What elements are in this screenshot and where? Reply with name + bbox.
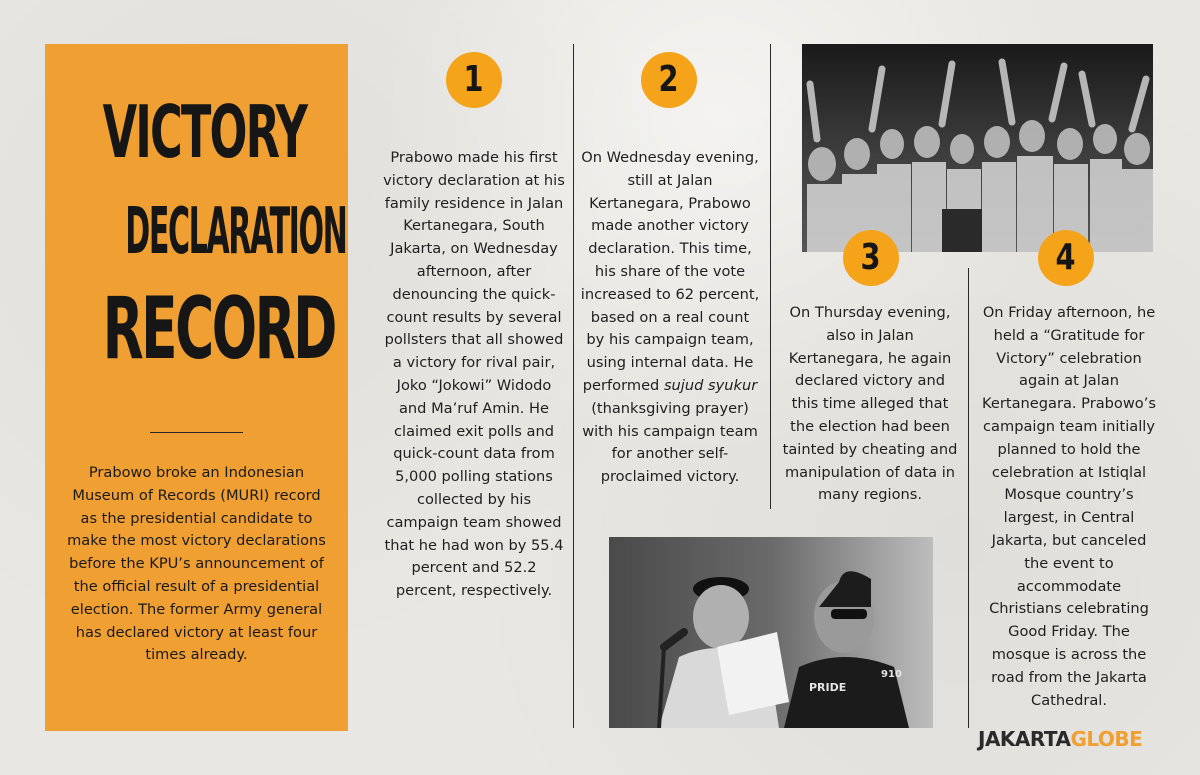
- section-2-text: [580, 147, 760, 489]
- section-4-number: 4: [1055, 237, 1077, 278]
- section-1-number: 1: [463, 59, 485, 100]
- divider-3: [968, 268, 969, 728]
- title-panel: [45, 44, 348, 731]
- title-line-1: VICTORY: [102, 90, 307, 174]
- divider-2: [770, 44, 771, 509]
- section-3-text: On Thursday evening, also in Jalan Kertanegara, he again declared victory and this time alleged that the election had been tainted by cheating and manipulation of data in many regions.: [782, 304, 958, 504]
- shirt-number: 910: [881, 669, 902, 680]
- section-2-badge: [641, 52, 697, 108]
- section-3-number: 3: [860, 237, 882, 278]
- title-line-3: RECORD: [102, 279, 335, 379]
- section-4-badge: [1038, 230, 1094, 286]
- section-2-text-a: On Wednesday evening, still at Jalan Kertanegara, Prabowo made another victory declaration. This time, his share of the vote increased to 62 percent, based on a real count by his campaign team, using internal data. He performed: [580, 149, 760, 394]
- section-2-number: 2: [658, 59, 680, 100]
- logo-part-2: GLOBE: [1070, 727, 1143, 751]
- crowd-photo: [802, 44, 1153, 252]
- panel-divider: [150, 432, 243, 433]
- section-1-badge: [446, 52, 502, 108]
- press-photo: [609, 537, 933, 728]
- section-3-badge: [843, 230, 899, 286]
- jakarta-globe-logo: [978, 727, 1142, 751]
- shirt-text: PRIDE: [809, 681, 847, 694]
- panel-body-text: Prabowo broke an Indonesian Museum of Records (MURI) record as the presidential candidate to make the most victory declarations before the KPU’s announcement of the official result of a presidential election. The former Army general has declared victory at least four times already.: [67, 464, 326, 664]
- section-4-text: On Friday afternoon, he held a “Gratitude for Victory” celebration again at Jalan Kertanegara. Prabowo’s campaign team initially planned to hold the celebration at Istiqlal Mosque country’s largest, in Central Jakarta, but canceled the event to accommodate Christians celebrating Good Friday. The mosque is across the road from the Jakarta Cathedral.: [982, 304, 1156, 709]
- section-2-text-italic: sujud syukur: [663, 376, 758, 394]
- press-photo-image: [609, 537, 933, 728]
- title-line-2: DECLARATION: [125, 195, 347, 269]
- crowd-photo-image: [802, 44, 1153, 252]
- section-2-text-b: (thanksgiving prayer) with his campaign team for another self-proclaimed victory.: [582, 399, 758, 486]
- section-1-text: Prabowo made his first victory declaration at his family residence in Jalan Kertanegara, South Jakarta, on Wednesday afternoon, after denouncing the quick-count results by several pollsters that all showed a victory for rival pair, Joko “Jokowi” Widodo and Ma’ruf Amin. He claimed exit polls and quick-count data from 5,000 polling stations collected by his campaign team showed that he had won by 55.4 percent and 52.2 percent, respectively.: [383, 149, 565, 600]
- divider-1: [573, 44, 574, 728]
- logo-part-1: JAKARTA: [978, 727, 1071, 751]
